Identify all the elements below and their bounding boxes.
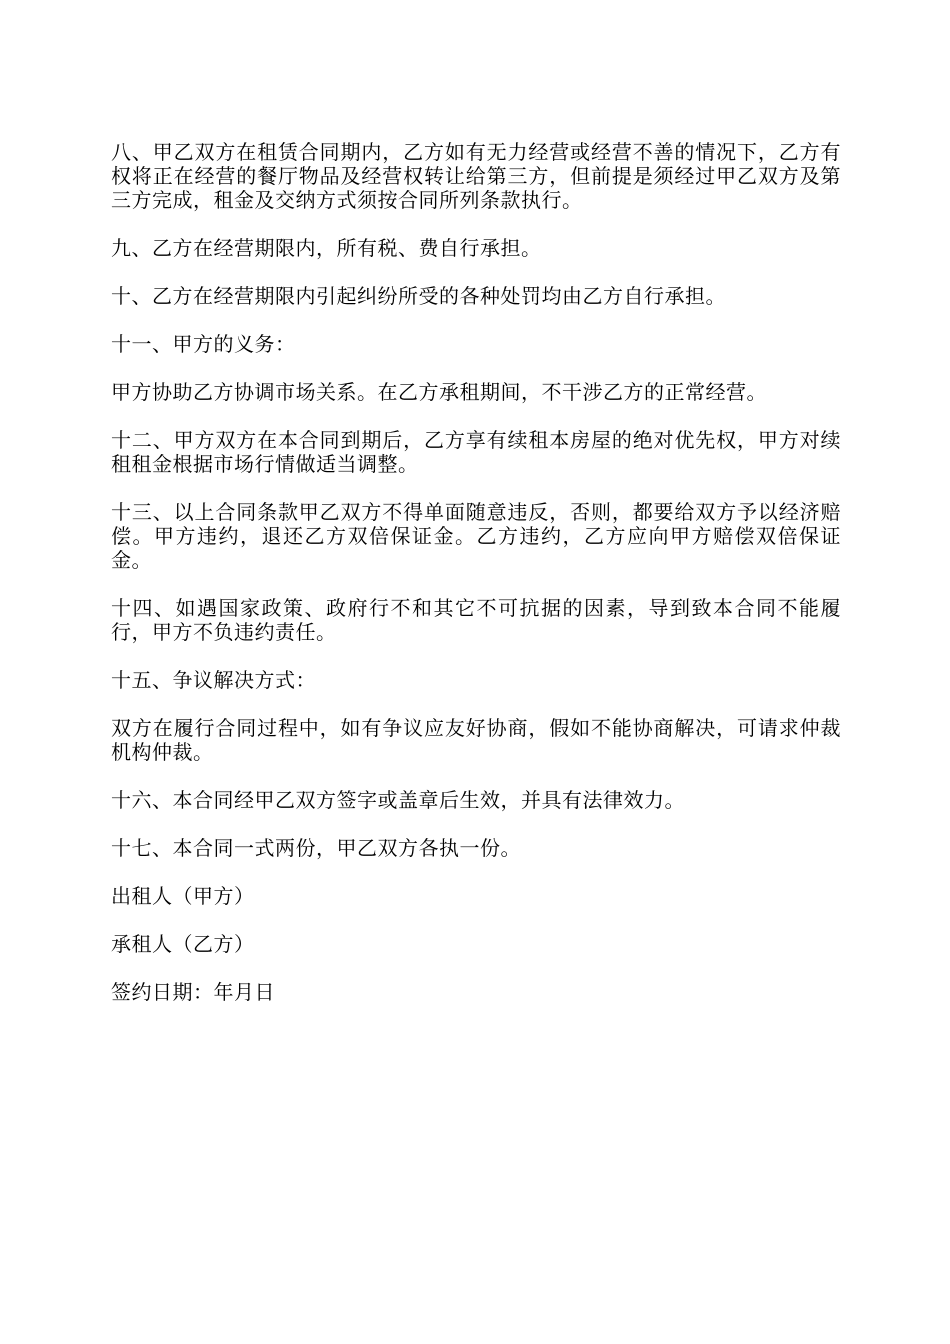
signing-date-line: 签约日期：年月日 [111, 980, 275, 1004]
clause-17: 十七、本合同一式两份，甲乙双方各执一份。 [111, 836, 521, 860]
clause-13: 十三、以上合同条款甲乙双方不得单面随意违反，否则，都要给双方予以经济赔偿。甲方违约，退还乙方双倍保证金。乙方违约，乙方应向甲方赔偿双倍保证金。 [111, 500, 841, 572]
clause-10: 十、乙方在经营期限内引起纠纷所受的各种处罚均由乙方自行承担。 [111, 284, 726, 308]
clause-11-heading: 十一、甲方的义务： [111, 332, 296, 356]
clause-15-body: 双方在履行合同过程中，如有争议应友好协商，假如不能协商解决，可请求仲裁机构仲裁。 [111, 716, 841, 764]
lessee-signature-line: 承租人（乙方） [111, 932, 255, 956]
clause-14: 十四、如遇国家政策、政府行不和其它不可抗据的因素，导到致本合同不能履行，甲方不负违约责任。 [111, 596, 841, 644]
document-page [111, 140, 841, 1028]
clause-11-body: 甲方协助乙方协调市场关系。在乙方承租期间，不干涉乙方的正常经营。 [111, 380, 767, 404]
clause-8: 八、甲乙双方在租赁合同期内，乙方如有无力经营或经营不善的情况下，乙方有权将正在经营的餐厅物品及经营权转让给第三方，但前提是须经过甲乙双方及第三方完成，租金及交纳方式须按合同所列条款执行。 [111, 140, 841, 212]
clause-12: 十二、甲方双方在本合同到期后，乙方享有续租本房屋的绝对优先权，甲方对续租租金根据市场行情做适当调整。 [111, 428, 841, 476]
clause-15-heading: 十五、争议解决方式： [111, 668, 316, 692]
lessor-signature-line: 出租人（甲方） [111, 884, 255, 908]
clause-9: 九、乙方在经营期限内，所有税、费自行承担。 [111, 236, 542, 260]
clause-16: 十六、本合同经甲乙双方签字或盖章后生效，并具有法律效力。 [111, 788, 685, 812]
